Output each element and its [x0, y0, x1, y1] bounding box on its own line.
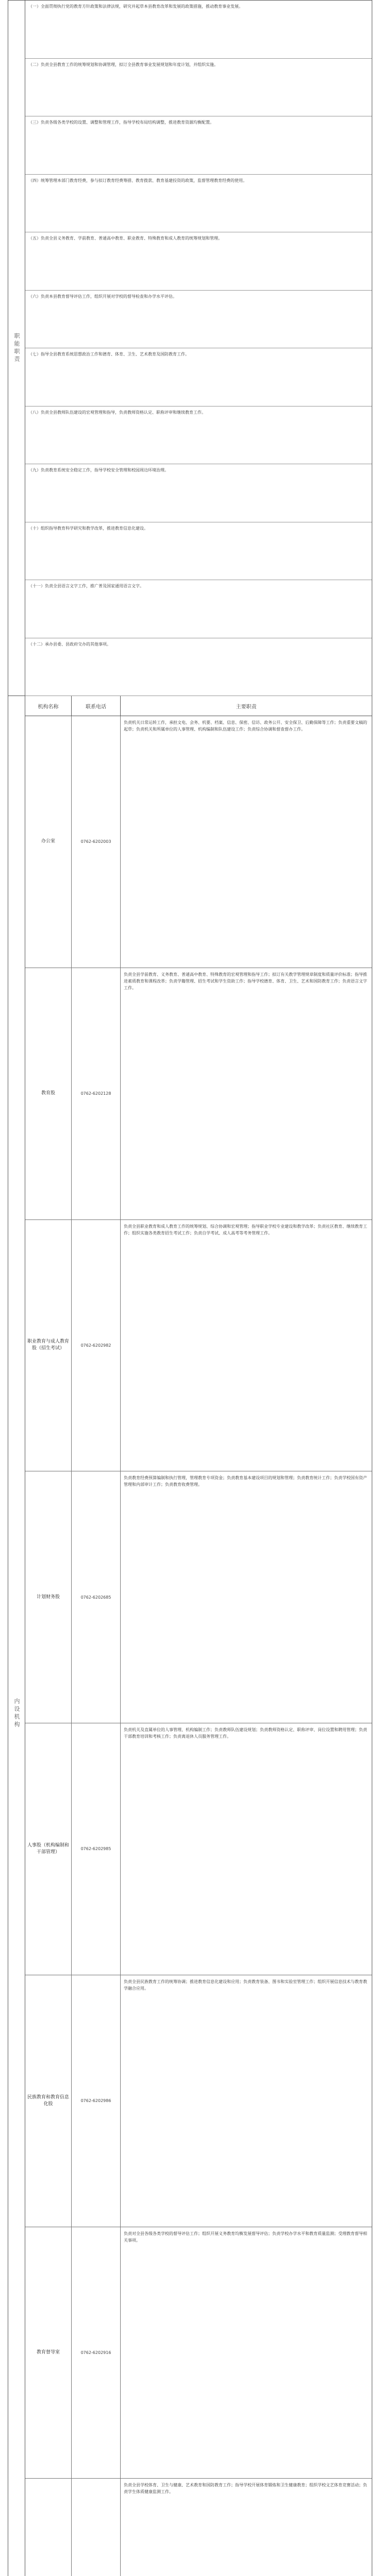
section-label-duties: 职能职责	[8, 1, 25, 696]
duty-item: （五）负责全县义务教育、学前教育、普通高中教育、职业教育、特殊教育和成人教育的统筹规划和管理。	[25, 232, 372, 291]
institution-name: 民族教育和教育信息化股	[25, 1975, 72, 2227]
duty-item: （十）组织指导教育科学研究和教学改革，推进教育信息化建设。	[25, 522, 372, 581]
duty-item: （七）指导全县教育系统思想政治工作和德育、体育、卫生、艺术教育及国防教育工作。	[25, 348, 372, 406]
institution-phone: 0762-6202685	[72, 1471, 121, 1723]
internal-table-body	[25, 716, 372, 2576]
institution-phone: 0762-6202916	[72, 2227, 121, 2479]
institution-name: 办公室	[25, 716, 72, 968]
table-row	[25, 1975, 372, 2227]
content-column	[25, 1, 372, 2576]
internal-institutions-table	[25, 696, 372, 2576]
duty-item: （六）负责本县教育督导评估工作，组织开展对学校的督导检查和办学水平评估。	[25, 291, 372, 349]
institution-name: 教育督导室	[25, 2227, 72, 2479]
duty-item: （四）统筹管理本部门教育经费，参与拟订教育经费筹措、教育拨款、教育基建投资的政策，监督管理教育经费的使用。	[25, 175, 372, 233]
org-table	[8, 0, 372, 2576]
section-label-column	[8, 1, 25, 2576]
duty-item: （九）负责教育系统安全稳定工作，指导学校安全管理和校园周边环境治理。	[25, 464, 372, 522]
institution-phone: 0762-6202003	[72, 716, 121, 968]
institution-phone: 0762-6202986	[72, 1975, 121, 2227]
duty-item: （十二）承办县委、县政府交办的其他事项。	[25, 638, 372, 697]
institution-duty: 负责全县职业教育和成人教育工作的统筹规划、综合协调和宏观管理；指导职业学校专业建设和教学改革；负责社区教育、继续教育工作；组织实施各类教育招生考试工作；负责自学考试、成人高考等考务管理工作。	[124, 1224, 367, 1235]
table-row	[25, 1723, 372, 1975]
institution-phone	[72, 2479, 121, 2576]
section-label-internal: 内设机构	[8, 696, 25, 2576]
header-phone: 联系电话	[72, 696, 121, 716]
table-row	[25, 2479, 372, 2576]
institution-duty: 负责机关及直属单位的人事管理、机构编制工作；负责教师队伍建设规划；负责教师资格认定、职称评审、岗位设置和聘用管理；负责干部教育培训和考核工作；负责离退休人员服务管理工作。	[124, 1727, 367, 1739]
duty-item: （二）负责全县教育工作的统筹规划和协调管理，拟订全县教育事业发展规划和年度计划，并组织实施。	[25, 59, 372, 117]
duty-item: （十一）负责全县语言文字工作，推广普及国家通用语言文字。	[25, 580, 372, 638]
table-row	[25, 2227, 372, 2479]
duty-item: （八）负责全县教师队伍建设的宏观管理和指导，负责教师资格认定、职称评审和继续教育工作。	[25, 406, 372, 465]
institution-name	[25, 2479, 72, 2576]
table-row	[25, 716, 372, 968]
duty-item: （一）全面贯彻执行党的教育方针政策和法律法规，研究并起草本县教育改革和发展的政策措施，推动教育事业发展。	[25, 1, 372, 59]
institution-duty: 负责全县学校体育、卫生与健康、艺术教育和国防教育工作；指导学校开展体育锻炼和卫生健康教育；组织学校文艺体育竞赛活动；负责学生体质健康监测工作。	[124, 2483, 367, 2495]
table-row	[25, 1220, 372, 1472]
institution-duty: 负责全县民族教育工作的统筹协调；推进教育信息化建设和应用；负责教育装备、图书和实验室管理工作；组织开展信息技术与教育教学融合应用。	[124, 1979, 367, 1991]
institution-name: 人事股（机构编制和干部管理）	[25, 1723, 72, 1975]
header-name: 机构名称	[25, 696, 72, 716]
institution-phone: 0762-6202128	[72, 968, 121, 1219]
institution-duty: 负责对全县各级各类学校的督导评估工作；组织开展义务教育均衡发展督导评估；负责学校办学水平和教育质量监测；受理教育督导相关事项。	[124, 2231, 367, 2243]
duties-list	[25, 1, 372, 696]
institution-name: 教育股	[25, 968, 72, 1219]
institution-name: 计划财务股	[25, 1471, 72, 1723]
institution-name: 职业教育与成人教育股（招生考试）	[25, 1220, 72, 1471]
institution-duty: 负责机关日常运转工作，承担文电、会务、机要、档案、信息、保密、信访、政务公开、安全保卫、后勤保障等工作；负责重要文稿的起草；负责机关和所属单位的人事管理、机构编制和队伍建设工作；负责综合协调和督查督办工作。	[124, 720, 367, 732]
table-row	[25, 1471, 372, 1723]
header-duty: 主要职责	[236, 704, 257, 710]
institution-phone: 0762-6202982	[72, 1220, 121, 1471]
institution-duty: 负责教育经费预算编制和执行管理，管理教育专项资金；负责教育基本建设项目的规划和管理；负责教育统计工作；负责学校国有资产管理和内部审计工作；负责教育收费管理。	[124, 1476, 367, 1487]
duty-item: （三）负责各级各类学校的设置、调整和管理工作，指导学校布局结构调整，推进教育资源均衡配置。	[25, 116, 372, 175]
table-row	[25, 968, 372, 1220]
institution-phone: 0762-6202985	[72, 1723, 121, 1975]
institution-duty: 负责全县学前教育、义务教育、普通高中教育、特殊教育的宏观管理和指导工作；拟订有关教学管理规章制度和质量评价标准；指导推进素质教育和课程改革；负责学籍管理、招生考试和学生资助工作；指导学校德育、体育、卫生、艺术和国防教育工作；负责语言文字工作。	[124, 972, 367, 990]
internal-table-header	[25, 696, 372, 716]
